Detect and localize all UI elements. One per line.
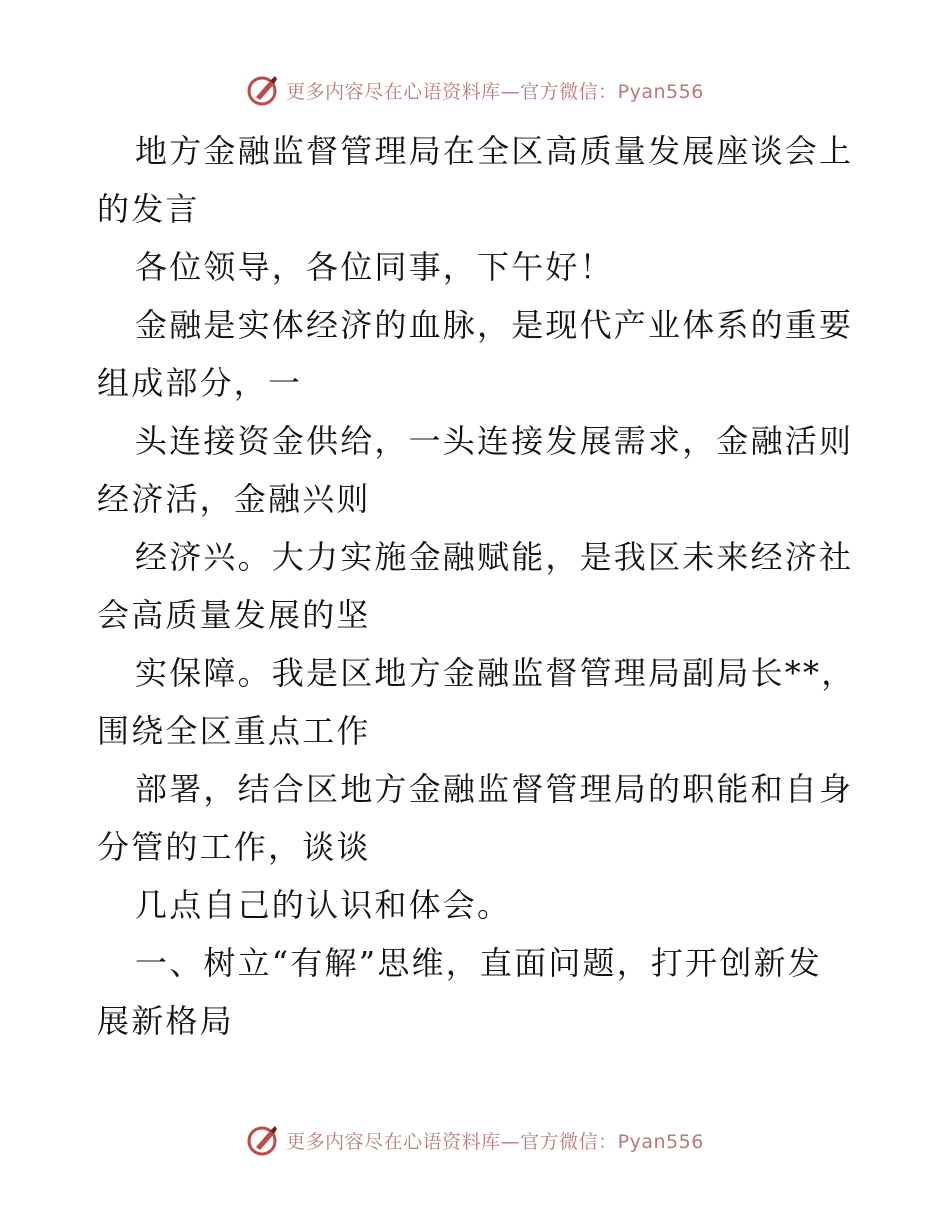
line-16: 展新格局 <box>97 1002 234 1040</box>
line-15: 一、树立“有解”思维，直面问题，打开创新发 <box>135 944 822 982</box>
library-logo-icon <box>246 73 280 107</box>
header-watermark-text: 更多内容尽在心语资料库—官方微信：Pyan556 <box>286 80 704 103</box>
line-12: 部署，结合区地方金融监督管理局的职能和自身 <box>135 770 854 808</box>
line-1: 地方金融监督管理局在全区高质量发展座谈会上 <box>135 132 854 170</box>
footer-watermark <box>0 1120 950 1160</box>
line-3: 各位领导，各位同事，下午好！ <box>135 248 614 286</box>
line-8: 经济兴。大力实施金融赋能，是我区未来经济社 <box>135 538 854 576</box>
header-watermark <box>0 70 950 110</box>
line-14: 几点自己的认识和体会。 <box>135 886 512 924</box>
line-9: 会高质量发展的坚 <box>97 596 371 634</box>
line-6: 头连接资金供给，一头连接发展需求，金融活则 <box>135 422 854 460</box>
footer-watermark-text: 更多内容尽在心语资料库—官方微信：Pyan556 <box>286 1130 704 1153</box>
line-4: 金融是实体经济的血脉，是现代产业体系的重要 <box>135 306 854 344</box>
line-11: 围绕全区重点工作 <box>97 712 371 750</box>
line-13: 分管的工作，谈谈 <box>97 828 371 866</box>
library-logo-icon <box>246 1123 280 1157</box>
line-2: 的发言 <box>97 190 200 228</box>
line-5: 组成部分，一 <box>97 364 303 402</box>
line-7: 经济活，金融兴则 <box>97 480 371 518</box>
line-10: 实保障。我是区地方金融监督管理局副局长**， <box>135 654 856 692</box>
document-body <box>97 122 857 1050</box>
